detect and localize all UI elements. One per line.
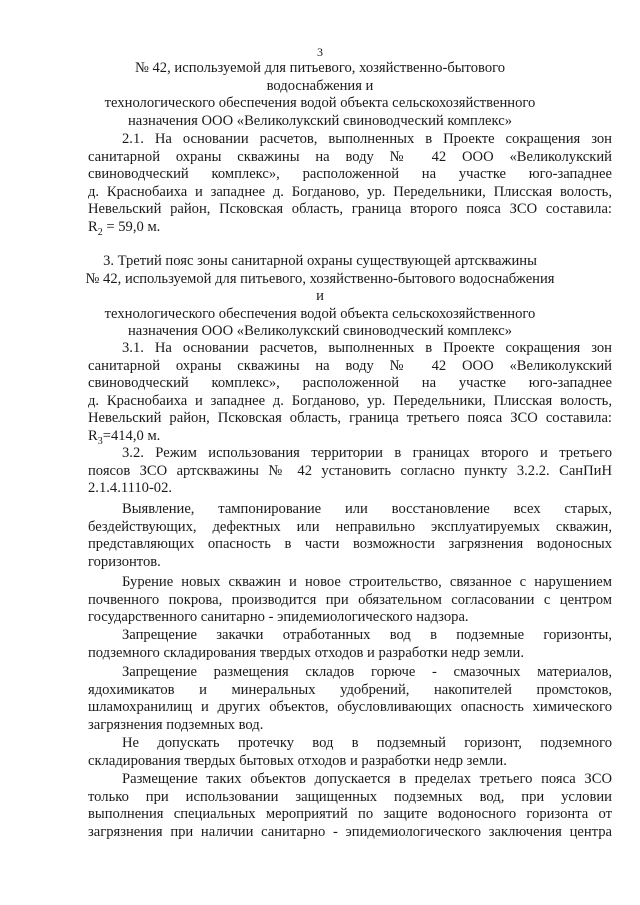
text-line: назначения ООО «Великолукский свиноводческий комплекс» [127, 323, 513, 340]
paragraph-injection-ban [88, 627, 612, 662]
paragraph-placement [88, 771, 612, 841]
text-line: Невельский район, Псковская область, граница третьего пояса ЗСО составила: [88, 410, 612, 427]
text-line: поясов ЗСО артскважины № 42 установить согласно пункту 3.2.2. СанПиН [88, 462, 612, 479]
text-line: 3.2. Режим использования территории в границах второго и третьего [122, 445, 612, 461]
radius-r2-line: $R_2 = 59,0$ м. [88, 218, 161, 238]
text-line: санитарной охраны скважины на воду № 42 ООО «Великолукский [88, 357, 612, 374]
text-line: Не допускать протечку вод в подземный горизонт, подземного [122, 735, 612, 751]
text-line: шламохранилищ и других объектов, обусловливающих опасность химического [88, 699, 612, 716]
paragraph-3-2 [88, 445, 612, 498]
text-line: 2.1. На основании расчетов, выполненных в Проекте сокращения зон [122, 131, 612, 147]
text-line: Невельский район, Псковская область, граница второго пояса ЗСО составила: [88, 201, 612, 218]
text-line: Размещение таких объектов допускается в пределах третьего пояса ЗСО [122, 771, 612, 787]
text-line: 3. Третий пояс зоны санитарной охраны существующей артскважины [103, 253, 537, 269]
text-line: Выявление, тампонирование или восстановление всех старых, [122, 501, 612, 517]
paragraph-2-1 [88, 131, 612, 237]
text-line: свиноводческий комплекс», расположенной на участке юго-западнее [88, 166, 612, 183]
radius-r3-line: $R_3=414,0$ м. [88, 427, 161, 447]
text-line: представляющих опасность в части возможности загрязнения водоносных [88, 536, 612, 553]
paragraph-storage-ban [88, 664, 612, 734]
text-line: загрязнения при наличии санитарно - эпидемиологического заключения центра [88, 823, 612, 840]
text-line: свиноводческий комплекс», расположенной на участке юго-западнее [88, 375, 612, 392]
text-line: Запрещение закачки отработанных вод в подземные горизонты, [122, 627, 612, 643]
text-line: государственного санитарно - эпидемиологического надзора. [88, 609, 469, 626]
text-line: Запрещение размещения складов горюче - смазочных материалов, [122, 664, 612, 680]
text-line: почвенного покрова, производится при обязательном согласовании с центром [88, 591, 612, 608]
text-line: технологического обеспечения водой объекта сельскохозяйственного [104, 305, 536, 322]
text-line: № 42, используемой для питьевого, хозяйственно-бытового водоснабжения и [85, 270, 555, 305]
text-line: технологического обеспечения водой объекта сельскохозяйственного [104, 95, 536, 112]
page-number: 3 [317, 45, 323, 59]
section-3-header [80, 253, 560, 341]
text-line: ядохимикатов и минеральных удобрений, накопителей промстоков, [88, 681, 612, 698]
text-line: 3.1. На основании расчетов, выполненных в Проекте сокращения зон [122, 340, 612, 356]
text-line: д. Краснобаиха и западнее д. Богданово, ур. Передельники, Плисская волость, [88, 392, 612, 409]
text-line: д. Краснобаиха и западнее д. Богданово, ур. Передельники, Плисская волость, [88, 183, 612, 200]
paragraph-3-1 [88, 340, 612, 446]
text-line: горизонтов. [88, 553, 161, 570]
paragraph-wells-restoration [88, 501, 612, 571]
text-line: подземного складирования твердых отходов и разработки недр земли. [88, 644, 524, 661]
text-line: 2.1.4.1110-02. [88, 480, 173, 497]
text-line: выполнения специальных мероприятий по защите водоносного горизонта от [88, 806, 612, 823]
text-line: санитарной охраны скважины на воду № 42 ООО «Великолукский [88, 148, 612, 165]
text-line: складирования твердых бытовых отходов и разработки недр земли. [88, 752, 507, 769]
section-2-header-continuation [95, 60, 545, 130]
text-line: бездействующих, дефектных или неправильно эксплуатируемых скважин, [88, 518, 612, 535]
paragraph-leakage [88, 735, 612, 770]
text-line: назначения ООО «Великолукский свиноводческий комплекс» [127, 112, 513, 129]
text-line: только при использовании защищенных подземных вод, при условии [88, 788, 612, 805]
text-line: загрязнения подземных вод. [88, 716, 264, 733]
text-line: № 42, используемой для питьевого, хозяйственно-бытового водоснабжения и [134, 60, 506, 94]
text-line: Бурение новых скважин и новое строительство, связанное с нарушением [122, 574, 612, 590]
paragraph-drilling [88, 574, 612, 627]
